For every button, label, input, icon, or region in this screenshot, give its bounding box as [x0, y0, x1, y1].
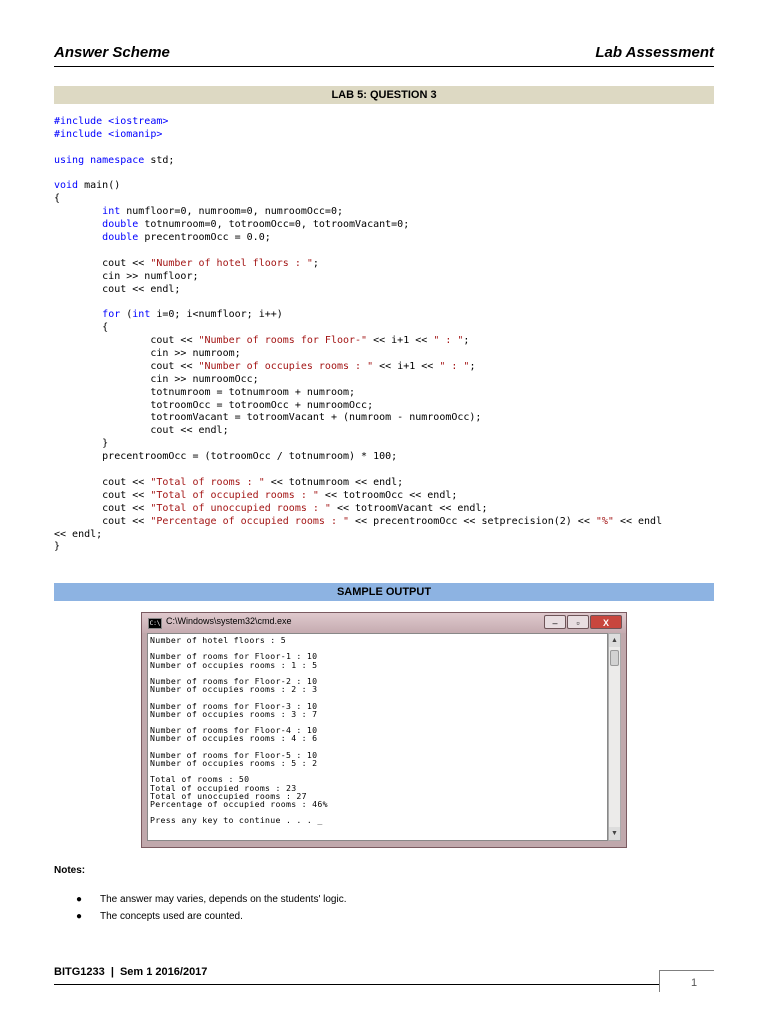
maximize-button[interactable]: ▫: [567, 615, 589, 629]
page-number: 1: [690, 977, 698, 989]
code-line: using namespace std;: [54, 154, 175, 166]
notes-list: [54, 893, 347, 927]
footer-separator: |: [110, 966, 114, 978]
close-button[interactable]: X: [590, 615, 622, 629]
console-app-icon: C:\: [149, 620, 161, 627]
header-left-title: Answer Scheme: [54, 44, 170, 61]
console-line: Press any key to continue . . . _: [150, 815, 323, 826]
console-title: C:\Windows\system32\cmd.exe: [166, 616, 292, 626]
page-header: [54, 44, 714, 67]
code-line: cin >> numroomOcc;: [54, 373, 259, 385]
code-line: precentroomOcc = (totroomOcc / totnumroom) * 100;: [54, 451, 398, 463]
code-line: cin >> numroom;: [54, 348, 241, 360]
code-line: cout << "Percentage of occupied rooms : " << precentroomOcc << setprecision(2) << "%" << endl: [54, 515, 663, 527]
console-screen: [147, 633, 608, 841]
console-window: [141, 612, 627, 848]
console-line: Number of rooms for Floor-4 : 10: [150, 725, 318, 736]
footer-semester: Sem 1 2016/2017: [119, 966, 208, 978]
code-line: totnumroom = totnumroom + numroom;: [54, 386, 356, 398]
console-line: Total of rooms : 50: [150, 774, 250, 785]
console-titlebar[interactable]: [142, 613, 626, 633]
scroll-thumb[interactable]: [610, 650, 619, 666]
code-line: [54, 142, 714, 155]
console-line: Number of occupies rooms : 2 : 3: [150, 684, 318, 695]
code-line: cout << "Total of unoccupied rooms : " << totroomVacant << endl;: [54, 502, 488, 514]
header-right-title: Lab Assessment: [595, 44, 714, 61]
notes-title: Notes:: [54, 865, 86, 876]
minimize-button[interactable]: –: [544, 615, 566, 629]
console-line: Number of rooms for Floor-5 : 10: [150, 749, 318, 760]
console-line: Number of occupies rooms : 4 : 6: [150, 733, 318, 744]
note-item: ● The answer may varies, depends on the students' logic.: [76, 894, 347, 905]
code-listing: [54, 116, 714, 554]
code-line: cout << endl;: [54, 283, 181, 295]
footer-course: BITG1233: [54, 966, 105, 978]
code-line: totroomVacant = totroomVacant + (numroom - numroomOcc);: [54, 412, 482, 424]
bullet-icon: ●: [76, 894, 83, 905]
section-heading-question: LAB 5: QUESTION 3: [54, 86, 714, 104]
code-line: double totnumroom=0, totroomOcc=0, totroomVacant=0;: [102, 219, 410, 231]
code-line: cout << "Number of rooms for Floor-" << i+1 << " : ";: [54, 335, 470, 347]
code-line: [54, 168, 714, 181]
code-line: }: [54, 541, 61, 553]
code-line: int numfloor=0, numroom=0, numroomOcc=0;: [102, 206, 343, 218]
code-line: [54, 464, 714, 477]
code-line: for (int i=0; i<numfloor; i++): [102, 309, 283, 321]
console-line: Number of rooms for Floor-2 : 10: [150, 676, 318, 687]
code-line: void main(): [54, 180, 121, 192]
code-line: cin >> numfloor;: [54, 270, 199, 282]
page-footer: [54, 966, 207, 978]
code-line: [54, 296, 714, 309]
code-line: cout << "Total of occupied rooms : " << totroomOcc << endl;: [54, 489, 458, 501]
scroll-up-icon[interactable]: ▲: [609, 634, 620, 647]
console-line: Number of rooms for Floor-3 : 10: [150, 700, 318, 711]
console-line: Number of occupies rooms : 1 : 5: [150, 659, 318, 670]
code-line: #include <iostream>: [54, 116, 169, 127]
console-scrollbar[interactable]: [608, 633, 621, 841]
code-line: #include <iomanip>: [54, 128, 163, 140]
console-line: Number of rooms for Floor-1 : 10: [150, 651, 318, 662]
bullet-icon: ●: [76, 911, 83, 922]
footer-rule: [54, 984, 659, 985]
note-item: ● The concepts used are counted.: [76, 911, 243, 922]
code-line: {: [54, 193, 61, 205]
code-line: << endl;: [54, 528, 103, 540]
console-line: Percentage of occupied rooms : 46%: [150, 799, 328, 810]
console-output: [148, 634, 607, 825]
console-line: Number of hotel floors : 5: [150, 635, 286, 645]
console-line: Total of unoccupied rooms : 27: [150, 790, 307, 801]
code-line: double precentroomOcc = 0.0;: [102, 232, 271, 244]
code-line: cout << endl;: [54, 425, 229, 437]
code-line: [54, 245, 714, 258]
code-line: totroomOcc = totroomOcc + numroomOcc;: [54, 399, 374, 411]
section-heading-sample-output: SAMPLE OUTPUT: [54, 583, 714, 601]
code-line: cout << "Total of rooms : " << totnumroom << endl;: [54, 476, 404, 488]
code-line: cout << "Number of occupies rooms : " << i+1 << " : ";: [54, 360, 476, 372]
console-line: Number of occupies rooms : 5 : 2: [150, 758, 318, 769]
console-line: Number of occupies rooms : 3 : 7: [150, 708, 318, 719]
scroll-down-icon[interactable]: ▼: [609, 827, 620, 840]
code-line: }: [54, 438, 109, 450]
console-line: Total of occupied rooms : 23: [150, 782, 297, 793]
code-line: cout << "Number of hotel floors : ";: [54, 257, 319, 269]
code-line: {: [54, 322, 109, 334]
